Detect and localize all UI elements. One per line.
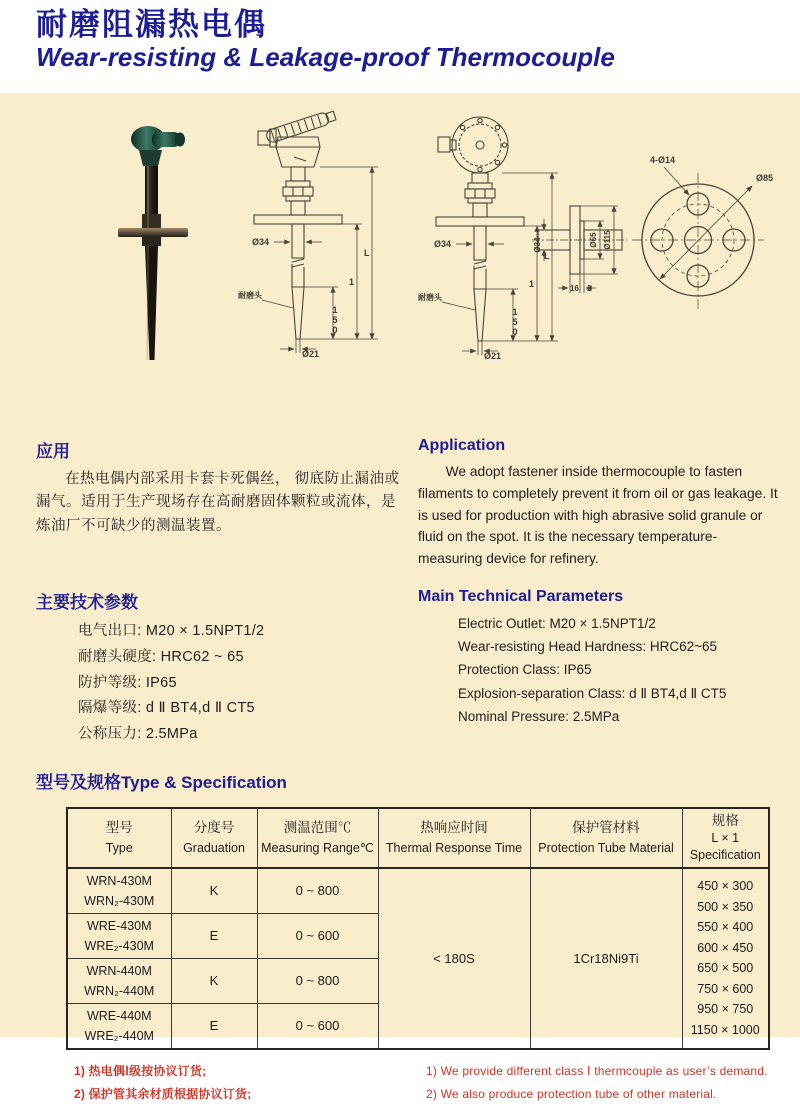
dim-L: L — [364, 248, 370, 258]
dim-2: 2 — [587, 284, 592, 293]
dim-4d14: 4-Ø14 — [650, 155, 676, 165]
dim-d85: Ø85 — [756, 173, 774, 183]
drawings-area — [0, 93, 800, 425]
spec-value: 950 × 750 — [697, 1002, 754, 1017]
col-header-graduation-en: Graduation — [183, 840, 245, 855]
col-header-range — [257, 808, 378, 868]
model-name: WRE₂-430M — [84, 938, 154, 953]
application-heading-en: Application — [418, 437, 506, 454]
col-header-thermal — [378, 808, 530, 868]
page-header — [0, 0, 800, 93]
dim-d21: Ø21 — [484, 351, 502, 361]
application-section — [0, 437, 800, 570]
page-title-en: Wear-resisting & Leakage-proof Thermocouple — [36, 42, 615, 73]
model-name: WRN₂-440M — [84, 983, 155, 998]
connection-head — [258, 109, 337, 167]
dim-150: 150 — [330, 305, 340, 335]
col-header-graduation-zh: 分度号 — [193, 820, 235, 836]
table-row — [67, 868, 769, 914]
spec-value: 550 × 400 — [697, 920, 754, 935]
cell-protection-material: 1Cr18Ni9Ti — [530, 868, 682, 1049]
dimension-lines — [262, 167, 378, 353]
parameter-line: Protection Class: IP65 — [458, 662, 592, 678]
dim-L: L — [544, 251, 550, 261]
cell-graduation: K — [171, 868, 257, 914]
col-header-thermal-zh: 热响应时间 — [420, 820, 488, 836]
col-header-type-zh: 型号 — [105, 820, 133, 836]
spec-value: 450 × 300 — [697, 879, 754, 894]
cell-range: 0 ~ 800 — [257, 868, 378, 914]
dim-d21: Ø21 — [302, 349, 320, 359]
parameter-line: 防护等级: IP65 — [78, 674, 177, 691]
model-name: WRE-440M — [86, 1008, 152, 1023]
dim-150: 150 — [510, 307, 520, 337]
parameter-line: 电气出口: M20 × 1.5NPT1/2 — [78, 622, 265, 639]
photo-stem — [118, 166, 188, 360]
dim-d34: Ø34 — [434, 239, 452, 249]
col-header-material-zh: 保护管材料 — [572, 820, 640, 836]
spec-value: 1150 × 1000 — [690, 1022, 760, 1037]
flange-side-view — [530, 181, 630, 309]
spec-table-header-row — [67, 808, 769, 868]
product-photo — [110, 118, 222, 370]
model-name: WRN-430M — [86, 873, 152, 888]
dim-d34: Ø34 — [252, 237, 270, 247]
cell-specifications — [682, 868, 769, 1049]
dim-d65: Ø65 — [589, 232, 598, 248]
model-name: WRE₂-440M — [84, 1028, 154, 1043]
content-panel — [0, 93, 800, 1101]
wear-head-label: 耐磨头 — [418, 293, 442, 302]
model-name: WRN₂-430M — [84, 893, 155, 908]
dim-l: 1 — [349, 277, 355, 287]
cell-range: 0 ~ 600 — [257, 1003, 378, 1049]
cell-models — [67, 958, 171, 1003]
application-zh — [36, 437, 410, 570]
col-header-material — [530, 808, 682, 868]
parameter-line: Wear-resisting Head Hardness: HRC62~65 — [458, 639, 717, 655]
spec-value: 500 × 350 — [697, 899, 754, 914]
footnotes-zh — [74, 1060, 426, 1106]
application-body-en: We adopt fastener inside thermocouple to fasten filaments to completely prevent it from oil or gas leakage. It is used for production with high abrasive solid granule or fluid on the spot. It is the necessary temperature-measuring device for refinery. — [418, 464, 778, 567]
parameter-line: Electric Outlet: M20 × 1.5NPT1/2 — [458, 615, 656, 631]
col-header-specification-zh: 规格 — [711, 812, 739, 828]
note-line: 1) 热电偶Ⅰ级按协议订货; — [74, 1063, 207, 1078]
wear-head-label: 耐磨头 — [238, 291, 262, 300]
cell-range: 0 ~ 600 — [257, 913, 378, 958]
application-heading-zh: 应用 — [36, 442, 70, 461]
cell-models — [67, 1003, 171, 1049]
model-name: WRE-430M — [86, 918, 152, 933]
col-header-specification-en: Specification — [689, 848, 761, 863]
note-line: 2) We also produce protection tube of other material. — [426, 1086, 717, 1101]
col-header-material-en: Protection Tube Material — [538, 840, 674, 855]
parameter-line: 耐磨头硬度: HRC62 ~ 65 — [78, 648, 244, 665]
parameters-en — [418, 588, 778, 748]
spec-value: 650 × 500 — [697, 961, 754, 976]
dimension-lines — [660, 167, 752, 279]
dim-l: 1 — [529, 279, 535, 289]
note-line: 1) We provide different class Ⅰ thermcouple as user’s demand. — [426, 1063, 768, 1078]
spec-value: 750 × 600 — [697, 981, 754, 996]
dim-d115: Ø115 — [603, 230, 612, 250]
connection-head — [438, 117, 508, 173]
cell-models — [67, 868, 171, 914]
parameter-line: Nominal Pressure: 2.5MPa — [458, 708, 620, 724]
parameter-line: 公称压力: 2.5MPa — [78, 726, 198, 743]
note-line: 2) 保护管其余材质根据协议订货; — [74, 1086, 252, 1101]
cell-range: 0 ~ 800 — [257, 958, 378, 1003]
col-header-graduation — [171, 808, 257, 868]
footnotes — [74, 1060, 800, 1106]
col-header-specification-mid: L × 1 — [711, 831, 740, 846]
parameters-heading-zh: 主要技术参数 — [36, 592, 138, 612]
parameters-heading-en: Main Technical Parameters — [418, 587, 624, 605]
page-title-zh: 耐磨阻漏热电偶 — [36, 7, 267, 42]
parameter-list-zh — [36, 619, 410, 748]
col-header-range-en: Measuring Range℃ — [261, 840, 374, 855]
dim-d34: Ø34 — [533, 237, 542, 253]
application-en — [418, 437, 778, 570]
parameters-section — [0, 588, 800, 748]
model-name: WRN-440M — [86, 963, 152, 978]
parameter-list-en — [418, 612, 778, 728]
cell-graduation: E — [171, 1003, 257, 1049]
parameter-line: 隔爆等级: d Ⅱ BT4,d Ⅱ CT5 — [78, 700, 255, 717]
parameters-zh — [36, 588, 410, 748]
photo-head — [131, 126, 185, 166]
col-header-range-zh: 测温范围℃ — [283, 820, 352, 836]
probe-body — [254, 167, 342, 339]
cell-models — [67, 913, 171, 958]
cell-graduation: K — [171, 958, 257, 1003]
application-body-zh: 在热电偶内部采用卡套卡死偶丝， 彻底防止漏油或漏气。适用于生产现场存在高耐磨固体颗粒或流体，是炼油厂不可缺少的测温装置。 — [36, 471, 400, 534]
drawing-screwcap-type — [236, 107, 391, 375]
cell-graduation: E — [171, 913, 257, 958]
spec-value: 600 × 450 — [697, 940, 754, 955]
cell-thermal-response: < 180S — [378, 868, 530, 1049]
dim-16: 16 — [570, 284, 579, 293]
col-header-type — [67, 808, 171, 868]
parameter-line: Explosion-separation Class: d Ⅱ BT4,d Ⅱ CT5 — [458, 685, 727, 701]
col-header-specification — [682, 808, 769, 868]
flange-front-view — [620, 145, 796, 315]
spec-section-heading: 型号及规格Type & Specification — [36, 772, 287, 792]
col-header-thermal-en: Thermal Response Time — [385, 840, 523, 855]
footnotes-en — [426, 1060, 768, 1106]
spec-table — [66, 807, 770, 1050]
col-header-type-en: Type — [105, 840, 133, 855]
